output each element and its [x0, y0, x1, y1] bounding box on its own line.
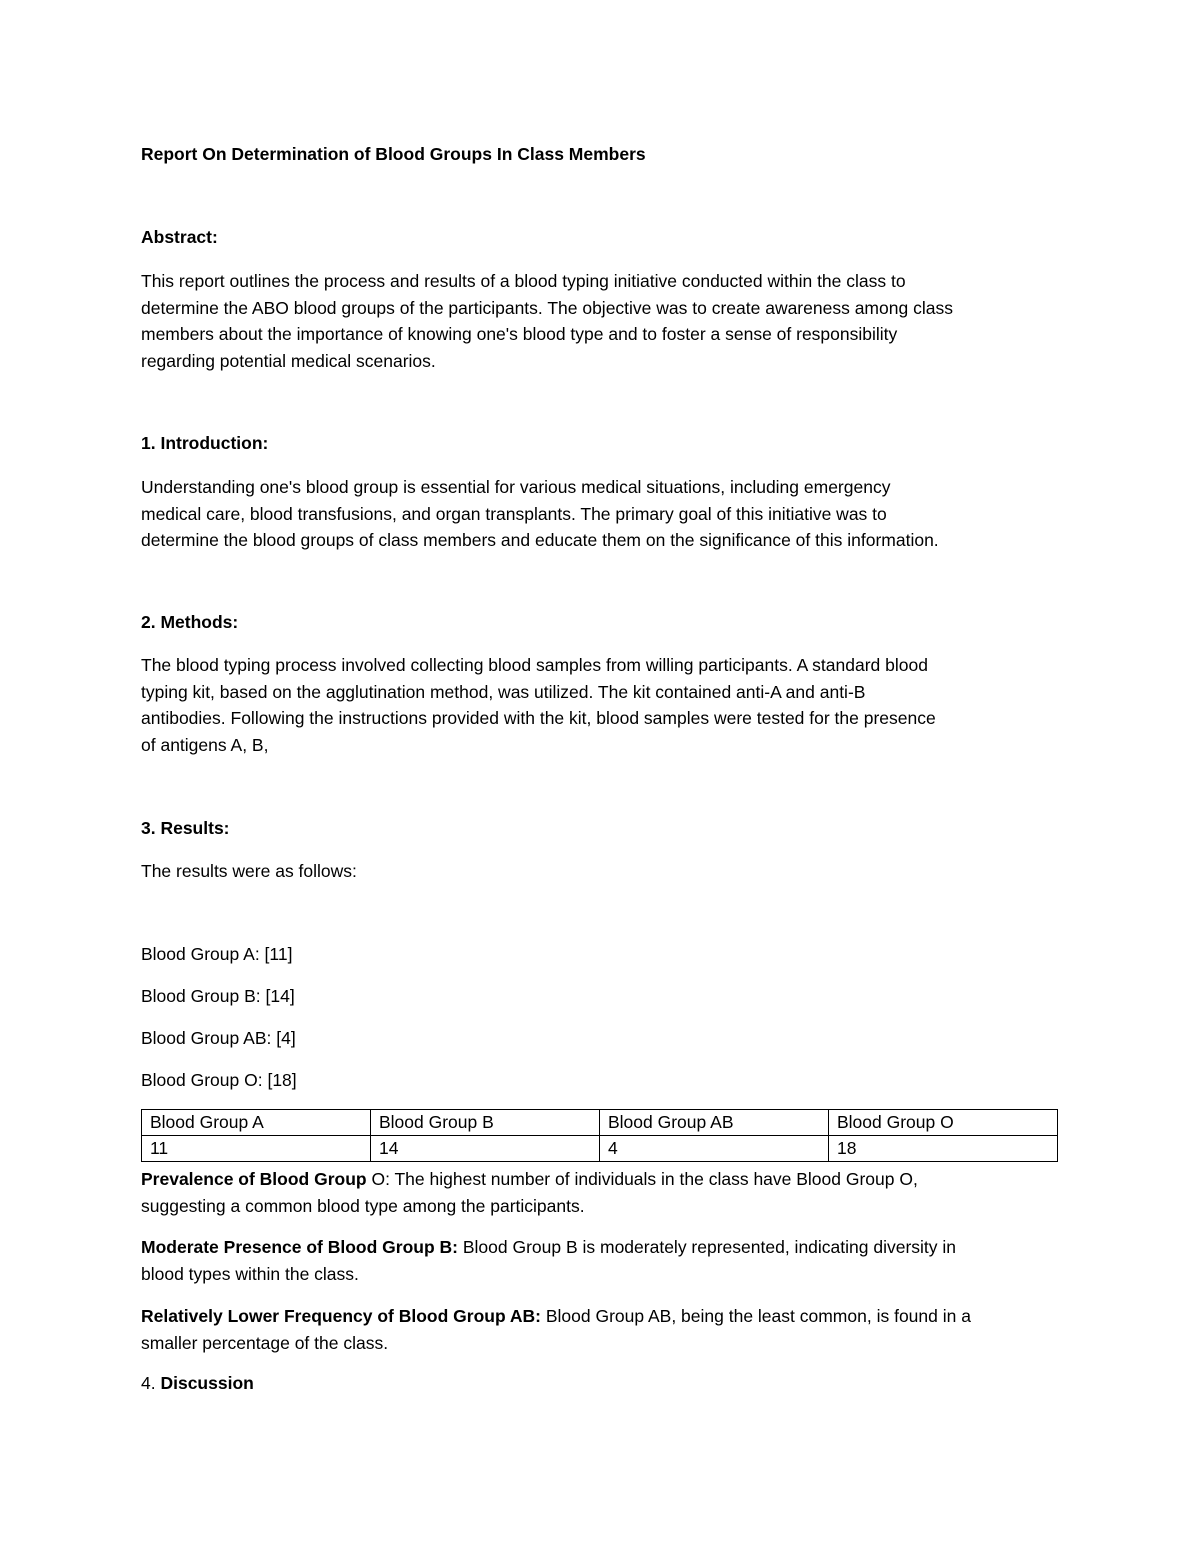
finding-line: suggesting a common blood type among the participants. — [141, 1195, 585, 1216]
table-cell: 14 — [371, 1136, 600, 1162]
finding-line: blood types within the class. — [141, 1263, 359, 1284]
finding-line: smaller percentage of the class. — [141, 1332, 389, 1353]
finding-line — [141, 1166, 1061, 1193]
table-header-cell: Blood Group A — [142, 1110, 371, 1136]
table-row — [142, 1136, 1058, 1162]
table-header-cell: Blood Group B — [371, 1110, 600, 1136]
abstract-paragraph — [141, 268, 1061, 374]
methods-line: antibodies. Following the instructions provided with the kit, blood samples were tested for the presence — [141, 708, 936, 728]
results-intro: The results were as follows: — [141, 861, 357, 881]
methods-line: The blood typing process involved collecting blood samples from willing participants. A standard blood — [141, 655, 928, 675]
finding-text: Blood Group B is moderately represented, indicating diversity in — [457, 1237, 957, 1257]
introduction-line: determine the blood groups of class members and educate them on the significance of this information. — [141, 530, 939, 550]
abstract-heading: Abstract: — [141, 227, 218, 247]
document-title: Report On Determination of Blood Groups In Class Members — [141, 144, 646, 164]
discussion-heading — [141, 1370, 254, 1397]
table-header-cell: Blood Group AB — [600, 1110, 829, 1136]
introduction-line: medical care, blood transfusions, and organ transplants. The primary goal of this initiative was to — [141, 503, 887, 524]
methods-heading: 2. Methods: — [141, 612, 239, 632]
methods-line: of antigens A, B, — [141, 734, 269, 755]
methods-line: typing kit, based on the agglutination method, was utilized. The kit contained anti-A and anti-B — [141, 681, 866, 702]
abstract-line: members about the importance of knowing one's blood type and to foster a sense of responsibility — [141, 324, 898, 344]
finding-lower-ab — [141, 1303, 1061, 1356]
introduction-line: Understanding one's blood group is essential for various medical situations, including emergency — [141, 477, 891, 497]
finding-text: Blood Group AB, being the least common, is found in a — [540, 1306, 971, 1326]
table-header-cell: Blood Group O — [829, 1110, 1058, 1136]
finding-line — [141, 1234, 1061, 1261]
table-header-row — [142, 1110, 1058, 1136]
table-cell: 11 — [142, 1136, 371, 1162]
finding-label: Relatively Lower Frequency of Blood Group AB: — [141, 1306, 541, 1326]
result-item-b: Blood Group B: [14] — [141, 986, 295, 1006]
result-item-o: Blood Group O: [18] — [141, 1070, 297, 1090]
table-cell: 18 — [829, 1136, 1058, 1162]
result-item-ab: Blood Group AB: [4] — [141, 1028, 296, 1048]
finding-label: Moderate Presence of Blood Group B: — [141, 1237, 458, 1257]
discussion-title: Discussion — [160, 1373, 254, 1393]
discussion-number: 4. — [141, 1373, 161, 1393]
finding-moderate-b — [141, 1234, 1061, 1287]
introduction-paragraph — [141, 474, 1061, 554]
result-item-a: Blood Group A: [11] — [141, 944, 293, 964]
introduction-heading: 1. Introduction: — [141, 433, 269, 453]
abstract-line: determine the ABO blood groups of the participants. The objective was to create awareness among class — [141, 297, 953, 318]
results-table — [141, 1109, 1058, 1162]
abstract-line: This report outlines the process and results of a blood typing initiative conducted within the class to — [141, 271, 906, 291]
finding-prevalence-o — [141, 1166, 1061, 1219]
finding-text: O: The highest number of individuals in the class have Blood Group O, — [366, 1169, 918, 1189]
table-cell: 4 — [600, 1136, 829, 1162]
finding-line — [141, 1303, 1061, 1330]
finding-label: Prevalence of Blood Group — [141, 1169, 367, 1189]
methods-paragraph — [141, 652, 1061, 758]
results-heading: 3. Results: — [141, 818, 230, 838]
abstract-line: regarding potential medical scenarios. — [141, 350, 436, 371]
